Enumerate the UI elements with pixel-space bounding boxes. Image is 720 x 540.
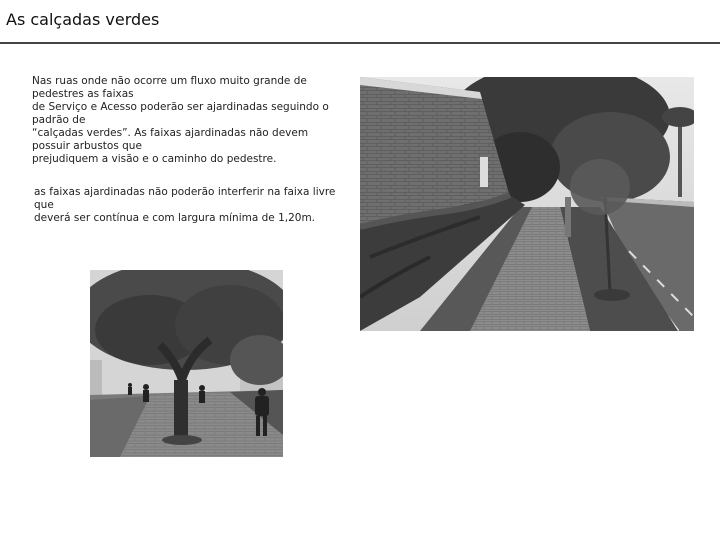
photo-green-sidewalk-street [360,77,694,331]
paragraph-line: pedestres as faixas [32,88,134,100]
slide-title: As calçadas verdes [6,10,160,29]
paragraph-line: de Serviço e Acesso poderão ser ajardinadas seguindo o [32,101,329,113]
paragraph-line: as faixas ajardinadas não poderão interferir na faixa livre [34,186,336,198]
paragraph-line: padrão de [32,114,86,126]
paragraph-line: deverá ser contínua e com largura mínima de 1,20m. [34,212,316,224]
photo-tree-sidewalk-pedestrians [90,270,283,457]
paragraph-line: que [34,199,54,211]
paragraph-green-sidewalks [32,75,342,166]
paragraph-line: prejudiquem a visão e o caminho do pedestre. [32,153,277,165]
paragraph-line: “calçadas verdes”. As faixas ajardinadas não devem [32,127,309,139]
paragraph-line: possuir arbustos que [32,140,142,152]
title-divider [0,42,720,44]
paragraph-free-lane [34,186,344,225]
paragraph-line: Nas ruas onde não ocorre um fluxo muito grande de [32,75,307,87]
